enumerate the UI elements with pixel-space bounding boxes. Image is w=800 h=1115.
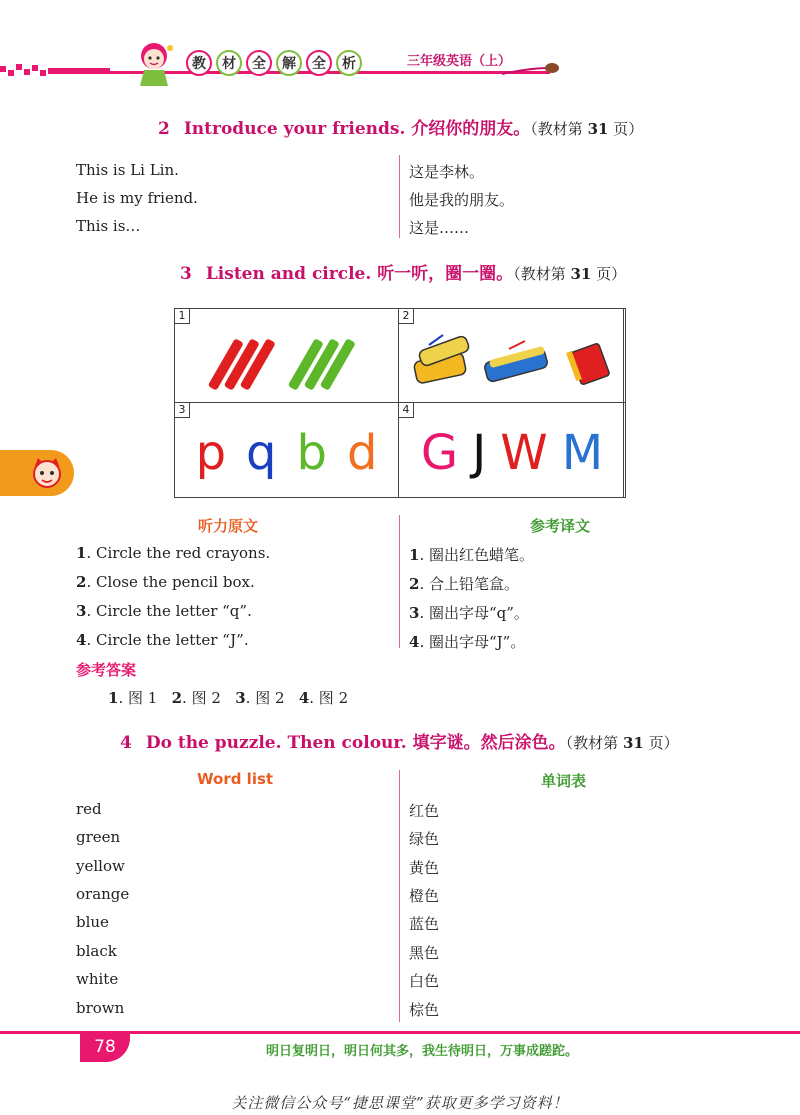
letter: p <box>195 425 227 481</box>
letter: b <box>296 425 327 481</box>
section-number: 3 <box>180 264 192 284</box>
lowercase-letters <box>175 425 398 481</box>
book-title <box>186 50 362 76</box>
translation-line: 3. 圈出字母“q”。 <box>409 604 529 622</box>
meaning-item: 棕色 <box>409 1001 440 1019</box>
book-title-char: 解 <box>276 50 302 76</box>
section-number: 2 <box>158 119 170 139</box>
translation-label: 参考译文 <box>530 517 591 535</box>
dialogue-line-en: This is Li Lin. <box>76 161 179 179</box>
word-item: blue <box>76 913 109 931</box>
translation-line: 1. 圈出红色蜡笔。 <box>409 546 534 564</box>
section-number: 4 <box>120 733 132 753</box>
page-number: 78 <box>80 1032 130 1062</box>
answer-label: 参考答案 <box>76 661 137 679</box>
section-title-en: Do the puzzle. Then colour. <box>145 733 407 753</box>
picture-cell-4 <box>398 402 626 498</box>
mascot-girl-icon <box>130 38 185 88</box>
letter: W <box>500 425 548 481</box>
word-item: black <box>76 942 117 960</box>
meaning-item: 绿色 <box>409 830 440 848</box>
transcript-line: 1. Circle the red crayons. <box>76 544 271 562</box>
transcript-line: 3. Circle the letter “q”. <box>76 602 252 620</box>
word-item: white <box>76 970 119 988</box>
dialogue-line-en: He is my friend. <box>76 189 198 207</box>
word-list-label: Word list <box>197 770 274 788</box>
book-title-char: 全 <box>306 50 332 76</box>
transcript-line: 4. Circle the letter “J”. <box>76 631 249 649</box>
cell-number: 1 <box>175 309 190 324</box>
crayons-icon <box>201 327 381 397</box>
textbook-ref: （教材第 31 页） <box>530 120 644 138</box>
book-subtitle: 三年级英语（上） <box>406 54 511 69</box>
dialogue-line-cn: 他是我的朋友。 <box>409 191 515 209</box>
picture-grid <box>174 308 624 498</box>
word-item: orange <box>76 885 130 903</box>
column-divider <box>399 770 400 1022</box>
textbook-ref: （教材第 31 页） <box>513 265 627 283</box>
section-2-heading <box>158 114 643 139</box>
word-item: red <box>76 800 102 818</box>
letter: J <box>472 425 487 481</box>
translation-line: 2. 合上铅笔盒。 <box>409 575 519 593</box>
mascot-cat-icon <box>30 456 64 490</box>
letter: d <box>346 425 378 481</box>
meaning-item: 蓝色 <box>409 915 440 933</box>
letter: q <box>246 425 277 481</box>
footer-motto: 明日复明日，明日何其多，我生待明日，万事成蹉跎。 <box>266 1044 579 1059</box>
section-title-en: Introduce your friends. <box>183 119 406 139</box>
translation-line: 4. 圈出字母“J”。 <box>409 633 526 651</box>
side-tab <box>0 450 74 496</box>
meaning-item: 红色 <box>409 802 440 820</box>
picture-cell-3 <box>174 402 399 498</box>
section-3-heading <box>180 259 626 284</box>
section-4-heading <box>120 728 679 753</box>
meaning-item: 黑色 <box>409 944 440 962</box>
book-title-char: 析 <box>336 50 362 76</box>
header-decoration <box>0 60 110 80</box>
letter: M <box>561 425 604 481</box>
footer-note: 关注微信公众号“捷思课堂”获取更多学习资料！ <box>231 1094 569 1112</box>
section-title-cn: 介绍你的朋友。 <box>411 119 531 139</box>
dialogue-line-cn: 这是…… <box>409 219 470 237</box>
dialogue-line-en: This is… <box>76 217 141 235</box>
section-title-en: Listen and circle. <box>205 264 372 284</box>
vocab-label: 单词表 <box>541 772 587 790</box>
section-title-cn: 填字谜。然后涂色。 <box>412 733 566 753</box>
section-title-cn: 听一听，圈一圈。 <box>377 264 514 284</box>
book-title-char: 全 <box>246 50 272 76</box>
uppercase-letters <box>399 425 625 481</box>
pencil-box-icon <box>409 331 619 395</box>
column-divider <box>399 515 400 648</box>
answers: 1. 图 1 2. 图 2 3. 图 2 4. 图 2 <box>108 689 349 707</box>
cell-number: 4 <box>399 403 414 418</box>
word-item: yellow <box>76 857 125 875</box>
meaning-item: 白色 <box>409 972 440 990</box>
meaning-item: 橙色 <box>409 887 440 905</box>
transcript-line: 2. Close the pencil box. <box>76 573 255 591</box>
cell-number: 2 <box>399 309 414 324</box>
book-title-char: 教 <box>186 50 212 76</box>
letter: G <box>420 425 459 481</box>
book-title-char: 材 <box>216 50 242 76</box>
transcript-label: 听力原文 <box>198 517 259 535</box>
textbook-ref: （教材第 31 页） <box>565 734 679 752</box>
picture-cell-2 <box>398 308 626 403</box>
picture-cell-1 <box>174 308 399 403</box>
word-item: green <box>76 828 121 846</box>
cell-number: 3 <box>175 403 190 418</box>
meaning-item: 黄色 <box>409 859 440 877</box>
column-divider <box>399 155 400 238</box>
word-item: brown <box>76 999 125 1017</box>
dialogue-line-cn: 这是李林。 <box>409 163 485 181</box>
pencil-icon <box>500 58 560 80</box>
